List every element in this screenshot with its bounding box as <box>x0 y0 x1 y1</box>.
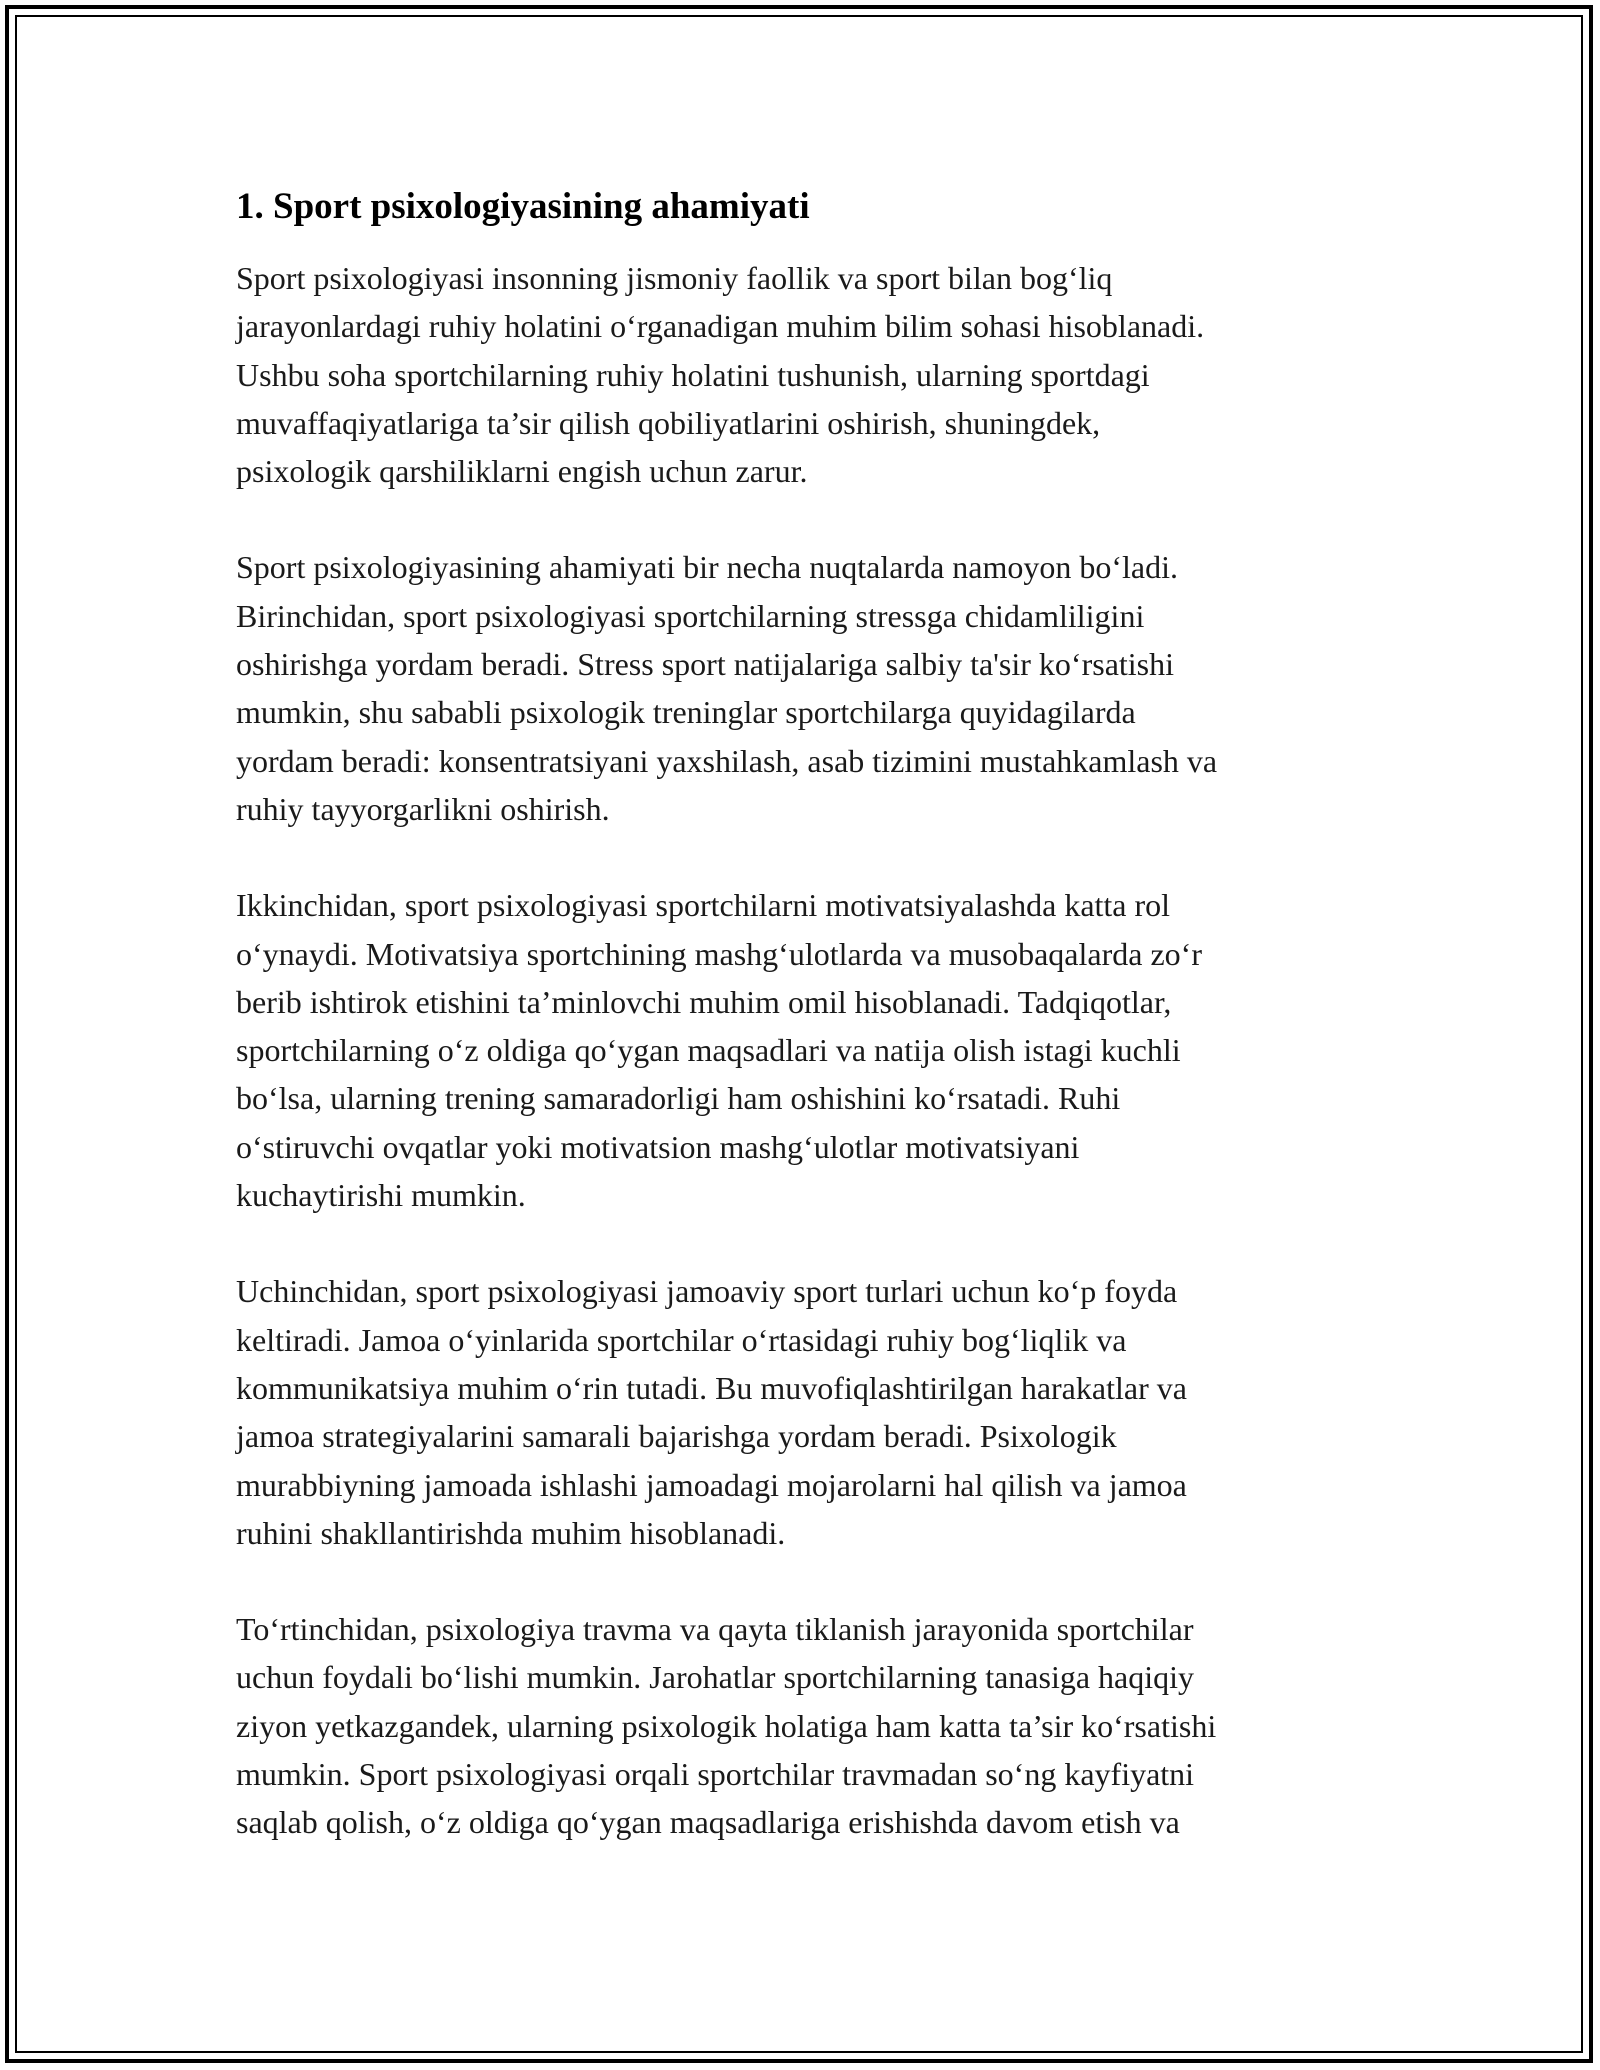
paragraph-line: Ushbu soha sportchilarning ruhiy holatini tushunish, ularning sportdagi <box>236 356 1150 393</box>
paragraph-line: oshirishga yordam beradi. Stress sport natijalariga salbiy ta'sir ko‘rsatishi <box>236 646 1175 683</box>
paragraph <box>236 1267 1366 1557</box>
paragraph-line: muvaffaqiyatlariga ta’sir qilish qobiliyatlarini oshirish, shuningdek, <box>236 404 1101 441</box>
paragraph-line: kommunikatsiya muhim o‘rin tutadi. Bu muvofiqlashtirilgan harakatlar va <box>236 1369 1187 1406</box>
paragraph-line: murabbiyning jamoada ishlashi jamoadagi mojarolarni hal qilish va jamoa <box>236 1466 1187 1503</box>
paragraph-line: ruhiy tayyorgarlikni oshirish. <box>236 790 610 827</box>
paragraph <box>236 1605 1366 1846</box>
paragraph-line: ruhini shakllantirishda muhim hisoblanadi. <box>236 1514 786 1551</box>
paragraph-line: To‘rtinchidan, psixologiya travma va qayta tiklanish jarayonida sportchilar <box>236 1611 1194 1648</box>
paragraph <box>236 254 1366 495</box>
paragraph-line: sportchilarning o‘z oldiga qo‘ygan maqsadlari va natija olish istagi kuchli <box>236 1032 1181 1069</box>
paragraph-line: yordam beradi: konsentratsiyani yaxshilash, asab tizimini mustahkamlash va <box>236 742 1218 779</box>
paragraph-line: keltiradi. Jamoa o‘yinlarida sportchilar o‘rtasidagi ruhiy bog‘liqlik va <box>236 1321 1127 1358</box>
paragraph-line: psixologik qarshiliklarni engish uchun zarur. <box>236 453 808 490</box>
paragraph-line: mumkin. Sport psixologiyasi orqali sportchilar travmadan so‘ng kayfiyatni <box>236 1756 1195 1793</box>
paragraph-line: Sport psixologiyasining ahamiyati bir necha nuqtalarda namoyon bo‘ladi. <box>236 549 1179 586</box>
paragraph-line: Ikkinchidan, sport psixologiyasi sportchilarni motivatsiyalashda katta rol <box>236 887 1171 924</box>
paragraph-line: Sport psixologiyasi insonning jismoniy faollik va sport bilan bog‘liq <box>236 260 1113 296</box>
paragraph-line: ziyon yetkazgandek, ularning psixologik holatiga ham katta ta’sir ko‘rsatishi <box>236 1707 1217 1744</box>
paragraph-line: uchun foydali bo‘lishi mumkin. Jarohatlar sportchilarning tanasiga haqiqiy <box>236 1659 1195 1696</box>
paragraph-line: o‘stiruvchi ovqatlar yoki motivatsion mashg‘ulotlar motivatsiyani <box>236 1128 1080 1165</box>
paragraph-line: bo‘lsa, ularning trening samaradorligi ham oshishini ko‘rsatadi. Ruhi <box>236 1080 1121 1117</box>
paragraph <box>236 543 1366 833</box>
paragraph-line: Birinchidan, sport psixologiyasi sportchilarning stressga chidamliligini <box>236 597 1145 634</box>
document-body <box>236 184 1366 1895</box>
paragraph-line: jarayonlardagi ruhiy holatini o‘rganadigan muhim bilim sohasi hisoblanadi. <box>236 308 1205 345</box>
paragraph-line: kuchaytirishi mumkin. <box>236 1177 526 1214</box>
section-heading: 1. Sport psixologiyasining ahamiyati <box>236 186 810 227</box>
paragraph <box>236 881 1366 1219</box>
paragraph-line: saqlab qolish, o‘z oldiga qo‘ygan maqsadlariga erishishda davom etish va <box>236 1804 1180 1841</box>
paragraph-line: o‘ynaydi. Motivatsiya sportchining mashg‘ulotlarda va musobaqalarda zo‘r <box>236 935 1202 972</box>
paragraph-line: Uchinchidan, sport psixologiyasi jamoaviy sport turlari uchun ko‘p foyda <box>236 1273 1178 1310</box>
paragraph-line: mumkin, shu sababli psixologik treninglar sportchilarga quyidagilarda <box>236 694 1136 731</box>
paragraph-line: jamoa strategiyalarini samarali bajarishga yordam beradi. Psixologik <box>236 1418 1117 1455</box>
paragraph-line: berib ishtirok etishini ta’minlovchi muhim omil hisoblanadi. Tadqiqotlar, <box>236 983 1172 1020</box>
